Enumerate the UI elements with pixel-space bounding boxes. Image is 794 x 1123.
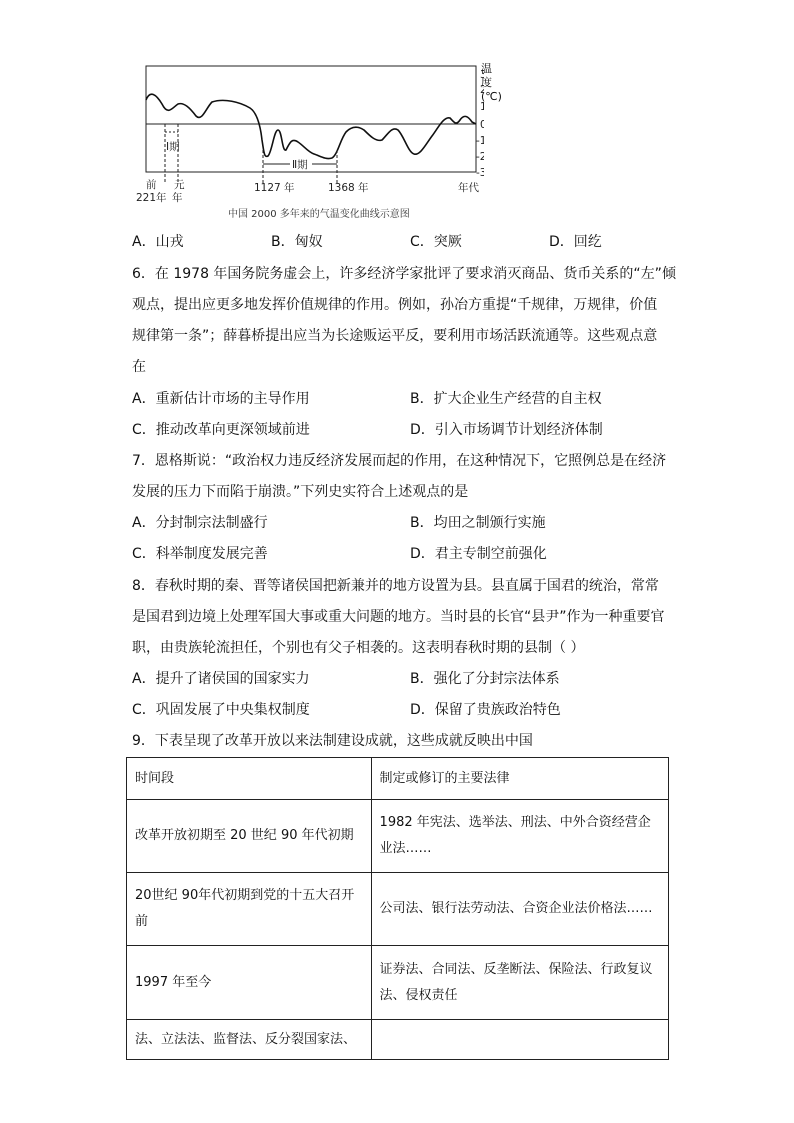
temperature-chart (132, 60, 484, 226)
y-tick-2: 2 (480, 84, 484, 96)
row2-laws: 公司法、银行法劳动法、合资企业法价格法…… (371, 873, 668, 946)
y-unit-mid: 度 (481, 76, 492, 89)
period1-label-1: Ⅰ期 (166, 141, 180, 153)
q6-option-c[interactable]: C．推动改革向更深领域前进 (132, 422, 310, 438)
y-tick-1: 1 (480, 101, 484, 113)
y-tick-m2: -2 (476, 151, 484, 163)
q8-stem-line3: 职，由贵族轮流担任，个别也有父子相袭的。这表明春秋时期的县制（ ） (132, 640, 585, 656)
q6-option-b[interactable]: B．扩大企业生产经营的自主权 (410, 391, 602, 407)
q6-stem-line2: 观点，提出应更多地发挥价值规律的作用。例如，孙冶方重提“千规律，万规律，价值 (132, 297, 658, 313)
q5-option-c[interactable]: C．突厥 (410, 234, 462, 250)
x-label-yuan: 元 (174, 179, 185, 191)
table-row (127, 946, 669, 1020)
q8-stem-line2: 是国君到边境上处理军国大事或重大问题的地方。当时县的长官“县尹”作为一种重要官 (132, 609, 665, 625)
q8-option-c[interactable]: C．巩固发展了中央集权制度 (132, 702, 310, 718)
y-tick-m1: -1 (476, 135, 484, 147)
row4-laws (371, 1020, 668, 1060)
q7-option-a[interactable]: A．分封制宗法制盛行 (132, 515, 268, 531)
law-table (126, 757, 669, 1060)
row3-laws: 证券法、合同法、反垄断法、保险法、行政复议法、侵权责任 (371, 946, 668, 1020)
q7-option-c[interactable]: C．科举制度发展完善 (132, 546, 268, 562)
q7-option-b[interactable]: B．均田之制颁行实施 (410, 515, 546, 531)
y-unit-top: 温 (481, 62, 492, 75)
y-unit-bot: (℃) (481, 90, 502, 103)
table-row (127, 800, 669, 873)
row1-period: 改革开放初期至 20 世纪 90 年代初期 (127, 800, 372, 873)
q7-stem-line2: 发展的压力下而陷于崩溃。”下列史实符合上述观点的是 (132, 484, 469, 500)
q9-stem: 9．下表呈现了改革开放以来法制建设成就，这些成就反映出中国 (132, 733, 533, 749)
period2-label: Ⅱ期 (292, 159, 308, 171)
row3-period: 1997 年至今 (127, 946, 372, 1020)
q7-stem-line1: 7．恩格斯说：“政治权力违反经济发展而起的作用，在这种情况下，它照例总是在经济 (132, 453, 667, 469)
y-tick-m3: -3 (476, 167, 484, 179)
q5-option-d[interactable]: D．回纥 (549, 234, 602, 250)
figure-caption: 中国 2000 多年来的气温变化曲线示意图 (228, 209, 410, 220)
x-label-1127: 1127 年 (254, 182, 295, 194)
q8-option-d[interactable]: D．保留了贵族政治特色 (410, 702, 561, 718)
q8-option-b[interactable]: B．强化了分封宗法体系 (410, 671, 560, 687)
y-tick-3: 3 (480, 69, 484, 81)
q6-stem-line3: 规律第一条”；薛暮桥提出应当为长途贩运平反，要利用市场活跃流通等。这些观点意 (132, 328, 658, 344)
header-laws: 制定或修订的主要法律 (371, 758, 668, 800)
row2-period: 20世纪 90年代初期到党的十五大召开前 (127, 873, 372, 946)
y-unit-label (481, 62, 502, 104)
temperature-figure (132, 60, 484, 226)
temperature-curve (146, 94, 476, 158)
q6-option-a[interactable]: A．重新估计市场的主导作用 (132, 391, 310, 407)
x-label-niandai: 年代 (458, 182, 479, 194)
q5-option-a[interactable]: A．山戎 (132, 234, 184, 250)
table-row (127, 873, 669, 946)
table-row (127, 1020, 669, 1060)
header-period: 时间段 (127, 758, 372, 800)
q7-option-d[interactable]: D．君主专制空前强化 (410, 546, 547, 562)
x-label-qian: 前 (146, 179, 157, 191)
row1-laws: 1982 年宪法、选举法、刑法、中外合资经营企业法…… (371, 800, 668, 873)
y-tick-0: 0 (480, 119, 484, 131)
chart-frame (146, 66, 476, 172)
q6-option-d[interactable]: D．引入市场调节计划经济体制 (410, 422, 603, 438)
q8-option-a[interactable]: A．提升了诸侯国的国家实力 (132, 671, 310, 687)
x-label-1368: 1368 年 (328, 182, 369, 194)
q6-stem-line4: 在 (132, 359, 146, 375)
row4-period: 法、立法法、监督法、反分裂国家法、 (127, 1020, 372, 1060)
x-label-nian: 年 (172, 192, 183, 204)
x-label-221: 221年 (136, 192, 167, 204)
table-header-row (127, 758, 669, 800)
q8-stem-line1: 8．春秋时期的秦、晋等诸侯国把新兼并的地方设置为县。县直属于国君的统治，常常 (132, 578, 659, 594)
q6-stem-line1: 6．在 1978 年国务院务虚会上，许多经济学家批评了要求消灭商品、货币关系的“左”倾 (132, 266, 676, 282)
q5-option-b[interactable]: B．匈奴 (271, 234, 323, 250)
